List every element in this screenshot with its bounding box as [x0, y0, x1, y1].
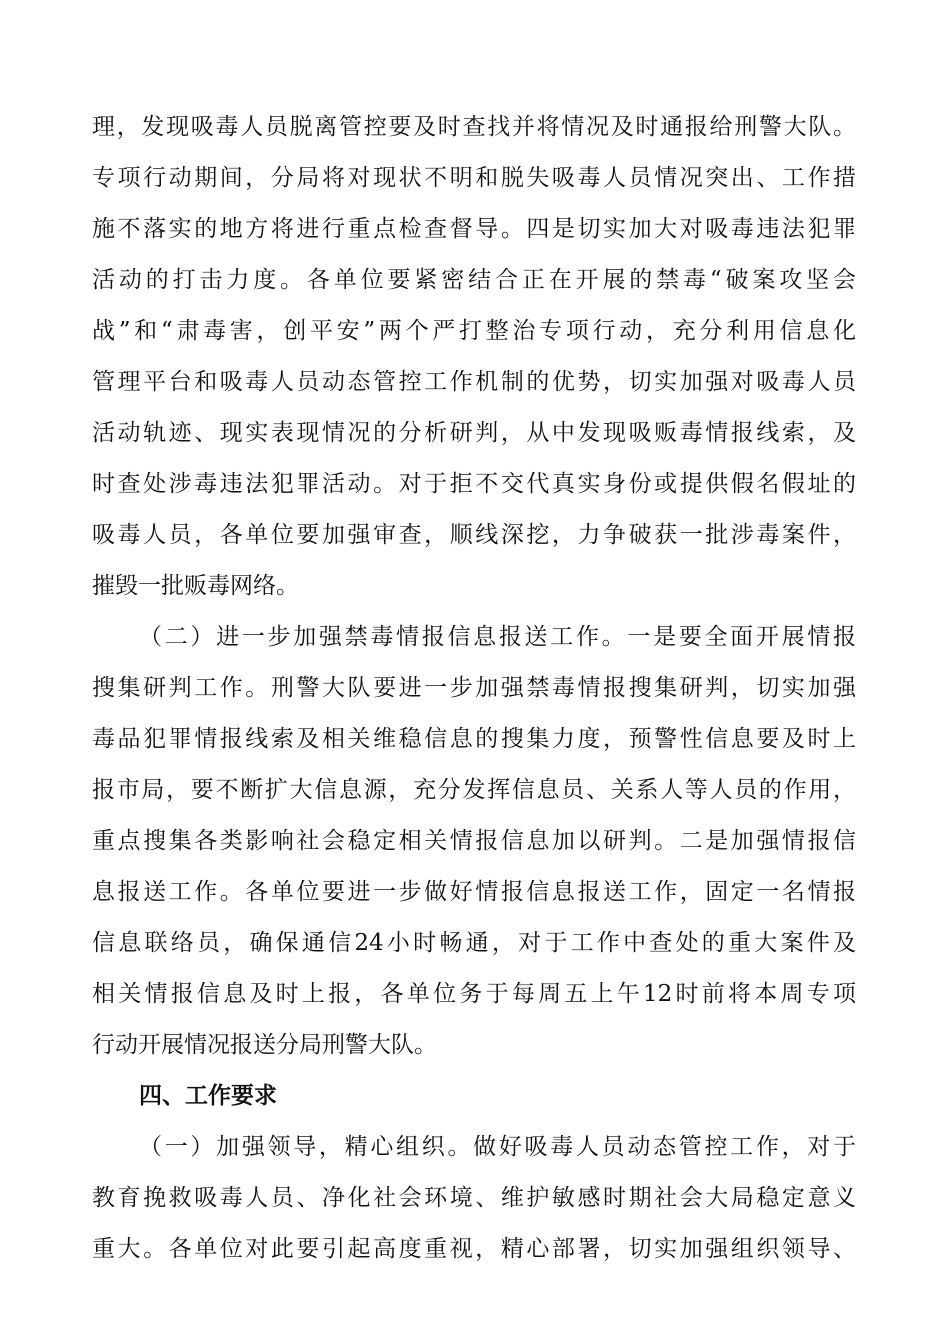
- section-heading: 四、工作要求: [139, 1083, 277, 1109]
- text-line: 摧毁一批贩毒网络。: [92, 573, 299, 599]
- text-line: 理，发现吸毒人员脱离管控要及时查找并将情况及时通报给刑警大队。: [92, 114, 856, 140]
- text-line: 毒品犯罪情报线索及相关维稳信息的搜集力度，预警性信息要及时上: [92, 726, 856, 752]
- text-line: 战”和“肃毒害，创平安”两个严打整治专项行动，充分利用信息化: [92, 318, 856, 344]
- text-line: 活动轨迹、现实表现情况的分析研判，从中发现吸贩毒情报线索，及: [92, 420, 856, 446]
- text-line: 专项行动期间，分局将对现状不明和脱失吸毒人员情况突出、工作措: [92, 165, 856, 191]
- text-line: 重大。各单位对此要引起高度重视，精心部署，切实加强组织领导、: [92, 1236, 856, 1262]
- text-line: 重点搜集各类影响社会稳定相关情报信息加以研判。二是加强情报信: [92, 828, 856, 854]
- text-line: 信息联络员，确保通信24小时畅通，对于工作中查处的重大案件及: [92, 930, 856, 956]
- text-line: 搜集研判工作。刑警大队要进一步加强禁毒情报搜集研判，切实加强: [92, 675, 856, 701]
- text-line: 报市局，要不断扩大信息源，充分发挥信息员、关系人等人员的作用，: [92, 777, 856, 803]
- paragraph-first-line: （一）加强领导，精心组织。做好吸毒人员动态管控工作，对于: [139, 1134, 856, 1160]
- text-line: 活动的打击力度。各单位要紧密结合正在开展的禁毒“破案攻坚会: [92, 267, 856, 293]
- text-line: 行动开展情况报送分局刑警大队。: [92, 1032, 437, 1058]
- text-line: 相关情报信息及时上报，各单位务于每周五上午12时前将本周专项: [92, 981, 856, 1007]
- text-line: 息报送工作。各单位要进一步做好情报信息报送工作，固定一名情报: [92, 879, 856, 905]
- text-line: 施不落实的地方将进行重点检查督导。四是切实加大对吸毒违法犯罪: [92, 216, 856, 242]
- text-line: 教育挽救吸毒人员、净化社会环境、维护敏感时期社会大局稳定意义: [92, 1185, 856, 1211]
- paragraph-first-line: （二）进一步加强禁毒情报信息报送工作。一是要全面开展情报: [139, 624, 856, 650]
- text-line: 管理平台和吸毒人员动态管控工作机制的优势，切实加强对吸毒人员: [92, 369, 856, 395]
- text-line: 吸毒人员，各单位要加强审查，顺线深挖，力争破获一批涉毒案件，: [92, 522, 856, 548]
- text-line: 时查处涉毒违法犯罪活动。对于拒不交代真实身份或提供假名假址的: [92, 471, 856, 497]
